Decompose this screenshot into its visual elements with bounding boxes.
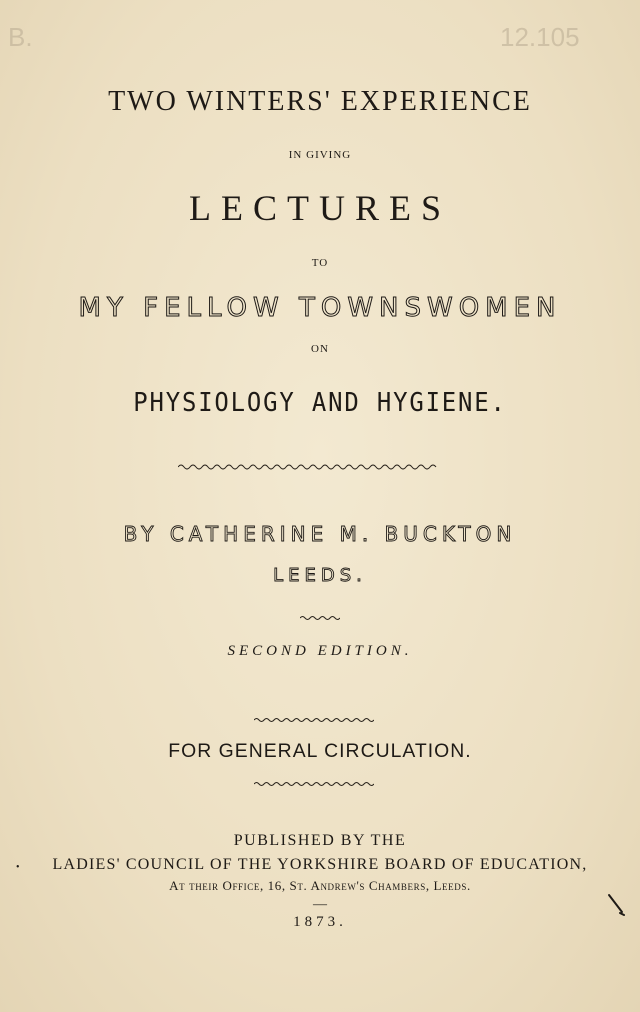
stray-dot-mark: • — [16, 862, 20, 873]
title-line-2: IN GIVING — [288, 149, 352, 161]
title-line-5: MY FELLOW TOWNSWOMEN — [78, 293, 562, 323]
title-line-3: LECTURES — [188, 188, 451, 228]
imprint-line-1: PUBLISHED BY THE — [233, 832, 407, 849]
stray-pen-mark — [606, 892, 628, 918]
title-line-4: TO — [311, 257, 329, 269]
ornament-rule-3 — [254, 716, 374, 724]
ornament-rule-4 — [254, 780, 374, 788]
edition-statement: SECOND EDITION. — [227, 643, 413, 659]
imprint-line-3: At their Office, 16, St. Andrew's Chambers, Leeds. — [169, 878, 471, 893]
pencil-note-right: 12.105 — [500, 22, 580, 52]
ornament-rule-1 — [178, 462, 440, 472]
pencil-note-left: B. — [8, 22, 33, 52]
ornament-rule-2 — [300, 614, 340, 622]
imprint-year: 1873. — [293, 914, 347, 930]
title-line-1: TWO WINTERS' EXPERIENCE — [108, 86, 532, 117]
title-line-7: PHYSIOLOGY AND HYGIENE. — [133, 388, 507, 418]
imprint-dash: — — [313, 897, 327, 912]
imprint-line-2: LADIES' COUNCIL OF THE YORKSHIRE BOARD OF EDUCATION, — [52, 856, 588, 873]
title-line-6: ON — [311, 343, 329, 355]
author-place: LEEDS. — [273, 565, 367, 586]
author-byline: BY CATHERINE M. BUCKTON — [123, 522, 517, 546]
circulation-note: FOR GENERAL CIRCULATION. — [168, 741, 472, 762]
